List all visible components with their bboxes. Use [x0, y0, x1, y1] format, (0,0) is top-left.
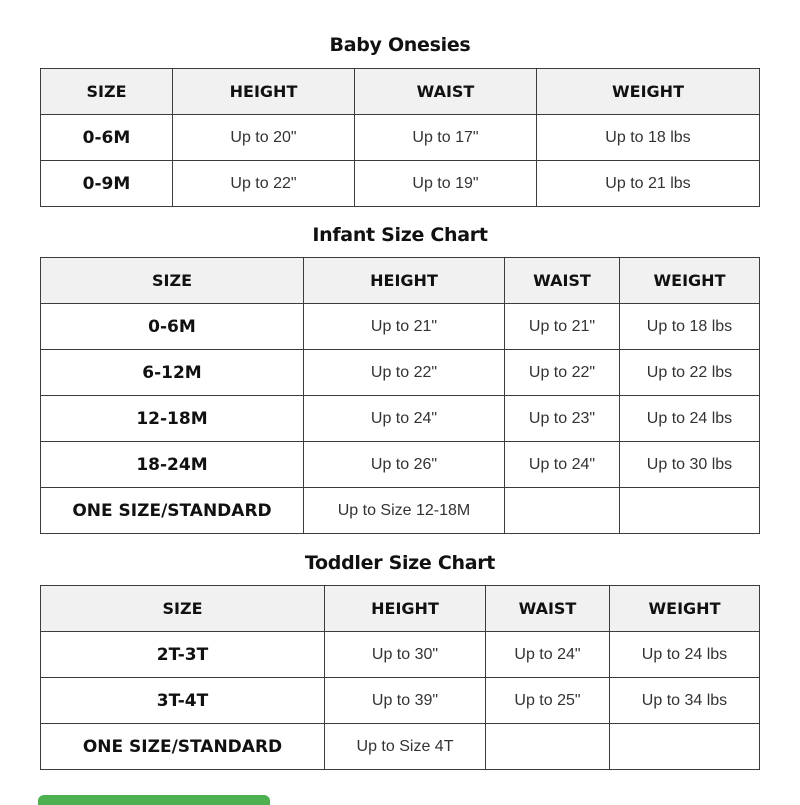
size-cell: 2T-3T	[41, 632, 325, 678]
baby-onesies-title: Baby Onesies	[329, 34, 471, 56]
height-cell: Up to 39"	[325, 678, 486, 724]
height-cell: Up to Size 12-18M	[304, 488, 505, 534]
size-cell: 0-6M	[41, 304, 304, 350]
height-cell: Up to 22"	[304, 350, 505, 396]
weight-cell: Up to 24 lbs	[620, 396, 760, 442]
table-row	[41, 442, 760, 488]
table-row	[41, 396, 760, 442]
height-cell: Up to 24"	[304, 396, 505, 442]
size-cell: 3T-4T	[41, 678, 325, 724]
weight-cell: Up to 22 lbs	[620, 350, 760, 396]
size-cell: 0-6M	[41, 115, 173, 161]
height-cell: Up to 22"	[173, 161, 355, 207]
infant-size-chart-title: Infant Size Chart	[312, 224, 488, 246]
waist-cell: Up to 22"	[505, 350, 620, 396]
height-cell: Up to 21"	[304, 304, 505, 350]
table-header-row	[41, 586, 760, 632]
weight-cell: Up to 21 lbs	[537, 161, 760, 207]
column-header-weight: WEIGHT	[537, 69, 760, 115]
column-header-size: SIZE	[41, 69, 173, 115]
weight-cell: Up to 30 lbs	[620, 442, 760, 488]
table-row	[41, 488, 760, 534]
weight-cell: Up to 34 lbs	[610, 678, 760, 724]
column-header-height: HEIGHT	[304, 258, 505, 304]
waist-cell: Up to 19"	[355, 161, 537, 207]
waist-cell: Up to 24"	[486, 632, 610, 678]
waist-cell: Up to 25"	[486, 678, 610, 724]
height-cell: Up to 26"	[304, 442, 505, 488]
table-row	[41, 724, 760, 770]
toddler-size-chart-title: Toddler Size Chart	[304, 552, 496, 574]
weight-cell	[620, 488, 760, 534]
size-cell: ONE SIZE/STANDARD	[41, 724, 325, 770]
table-header-row	[41, 69, 760, 115]
table-row	[41, 115, 760, 161]
baby-onesies-table	[40, 68, 760, 207]
waist-cell	[505, 488, 620, 534]
size-cell: 6-12M	[41, 350, 304, 396]
table-row	[41, 350, 760, 396]
column-header-weight: WEIGHT	[610, 586, 760, 632]
column-header-height: HEIGHT	[173, 69, 355, 115]
table-row	[41, 304, 760, 350]
size-cell: 18-24M	[41, 442, 304, 488]
toddler-size-table	[40, 585, 760, 770]
size-cell: 12-18M	[41, 396, 304, 442]
weight-cell	[610, 724, 760, 770]
table-header-row	[41, 258, 760, 304]
table-row	[41, 632, 760, 678]
column-header-height: HEIGHT	[325, 586, 486, 632]
weight-cell: Up to 18 lbs	[537, 115, 760, 161]
waist-cell: Up to 24"	[505, 442, 620, 488]
green-action-button-edge[interactable]	[38, 795, 270, 805]
weight-cell: Up to 24 lbs	[610, 632, 760, 678]
weight-cell: Up to 18 lbs	[620, 304, 760, 350]
waist-cell: Up to 17"	[355, 115, 537, 161]
size-cell: 0-9M	[41, 161, 173, 207]
height-cell: Up to 20"	[173, 115, 355, 161]
waist-cell	[486, 724, 610, 770]
waist-cell: Up to 23"	[505, 396, 620, 442]
column-header-size: SIZE	[41, 586, 325, 632]
column-header-waist: WAIST	[355, 69, 537, 115]
column-header-waist: WAIST	[486, 586, 610, 632]
column-header-size: SIZE	[41, 258, 304, 304]
column-header-weight: WEIGHT	[620, 258, 760, 304]
table-row	[41, 161, 760, 207]
height-cell: Up to 30"	[325, 632, 486, 678]
table-row	[41, 678, 760, 724]
infant-size-table	[40, 257, 760, 534]
column-header-waist: WAIST	[505, 258, 620, 304]
size-cell: ONE SIZE/STANDARD	[41, 488, 304, 534]
waist-cell: Up to 21"	[505, 304, 620, 350]
height-cell: Up to Size 4T	[325, 724, 486, 770]
